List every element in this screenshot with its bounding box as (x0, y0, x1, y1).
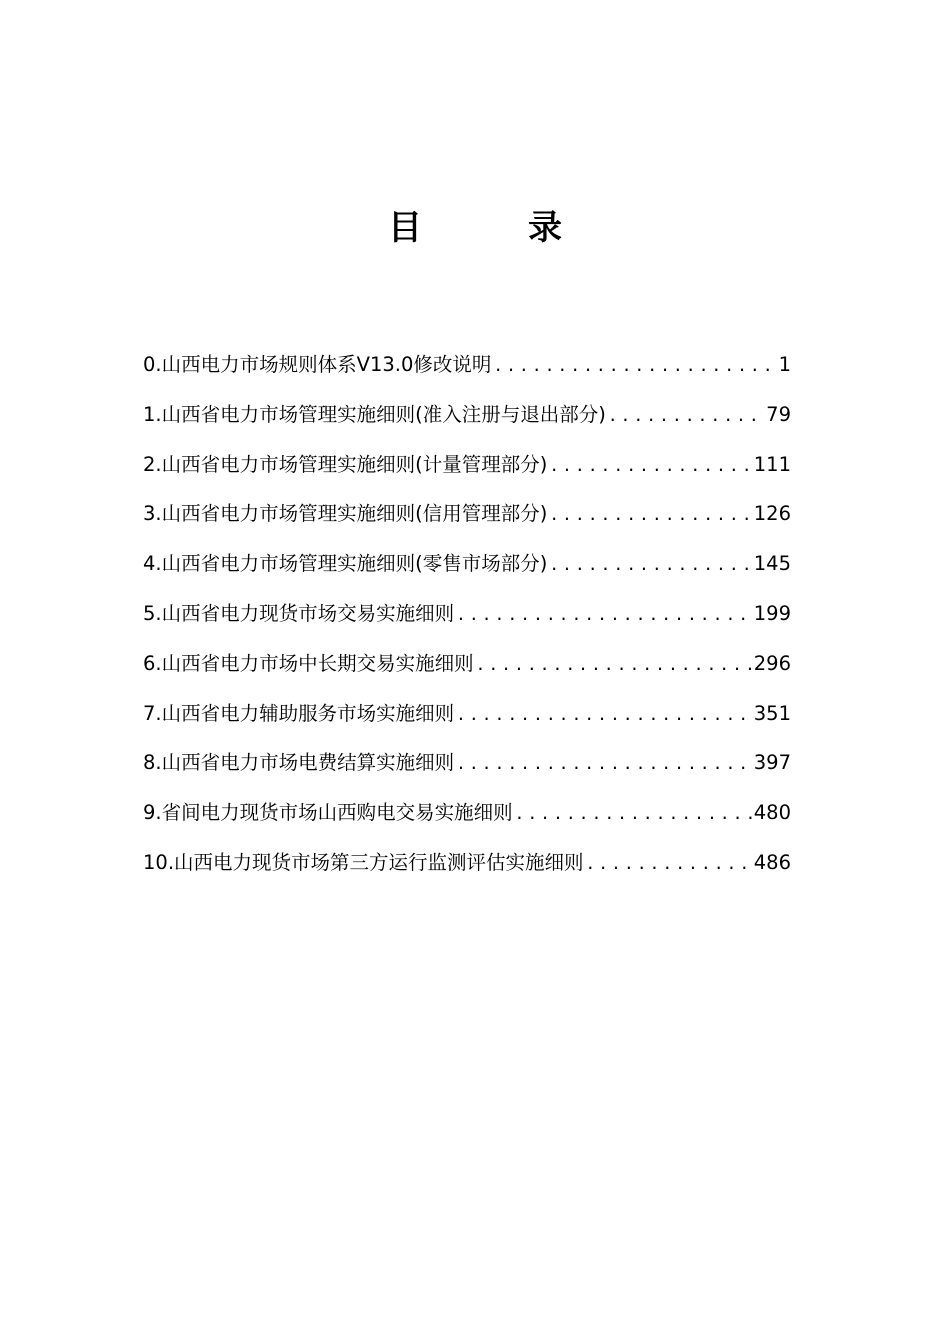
toc-page-number: 296 (753, 651, 791, 675)
table-of-contents (143, 340, 791, 888)
toc-dot-leader (454, 690, 753, 740)
toc-dot-leader (547, 540, 752, 590)
toc-entry[interactable] (143, 390, 791, 440)
toc-page-number: 145 (753, 552, 791, 576)
toc-dot-leader (513, 789, 753, 839)
toc-entry-title: 1.山西省电力市场管理实施细则(准入注册与退出部分) (143, 402, 606, 426)
toc-dot-leader (547, 441, 752, 491)
toc-page-number: 1 (778, 353, 791, 376)
toc-page-number: 351 (753, 701, 791, 725)
toc-dot-leader (474, 640, 753, 690)
toc-entry[interactable] (143, 589, 791, 639)
toc-entry-title: 9.省间电力现货市场山西购电交易实施细则 (143, 801, 513, 825)
toc-page-number: 79 (766, 402, 791, 426)
toc-entry[interactable] (143, 788, 791, 838)
toc-page-number: 486 (753, 850, 791, 874)
toc-dot-leader (454, 739, 753, 789)
toc-page-number: 111 (753, 452, 791, 476)
toc-entry-title: 4.山西省电力市场管理实施细则(零售市场部分) (143, 552, 548, 576)
toc-dot-leader (454, 590, 753, 640)
toc-entry-title: 0.山西电力市场规则体系V13.0修改说明 (143, 353, 492, 376)
toc-page-number: 397 (753, 751, 791, 775)
toc-dot-leader (547, 490, 752, 540)
toc-entry[interactable] (143, 440, 791, 490)
page-title: 目 录 (388, 208, 598, 248)
toc-entry[interactable] (143, 738, 791, 788)
toc-entry-title: 2.山西省电力市场管理实施细则(计量管理部分) (143, 452, 548, 476)
toc-page-number: 199 (753, 601, 791, 625)
toc-entry-title: 8.山西省电力市场电费结算实施细则 (143, 751, 455, 775)
toc-entry-title: 7.山西省电力辅助服务市场实施细则 (143, 701, 455, 725)
toc-page-number: 480 (753, 801, 791, 825)
toc-entry-title: 5.山西省电力现货市场交易实施细则 (143, 601, 455, 625)
toc-dot-leader (606, 391, 765, 441)
toc-entry[interactable] (143, 639, 791, 689)
toc-entry-title: 6.山西省电力市场中长期交易实施细则 (143, 651, 474, 675)
toc-entry-title: 3.山西省电力市场管理实施细则(信用管理部分) (143, 502, 548, 526)
toc-dot-leader (584, 839, 753, 889)
toc-entry[interactable] (143, 489, 791, 539)
toc-entry[interactable] (143, 838, 791, 888)
toc-entry[interactable] (143, 340, 791, 390)
toc-dot-leader (491, 341, 777, 391)
toc-page-number: 126 (753, 502, 791, 526)
toc-entry[interactable] (143, 689, 791, 739)
toc-entry[interactable] (143, 539, 791, 589)
toc-entry-title: 10.山西电力现货市场第三方运行监测评估实施细则 (143, 850, 584, 874)
